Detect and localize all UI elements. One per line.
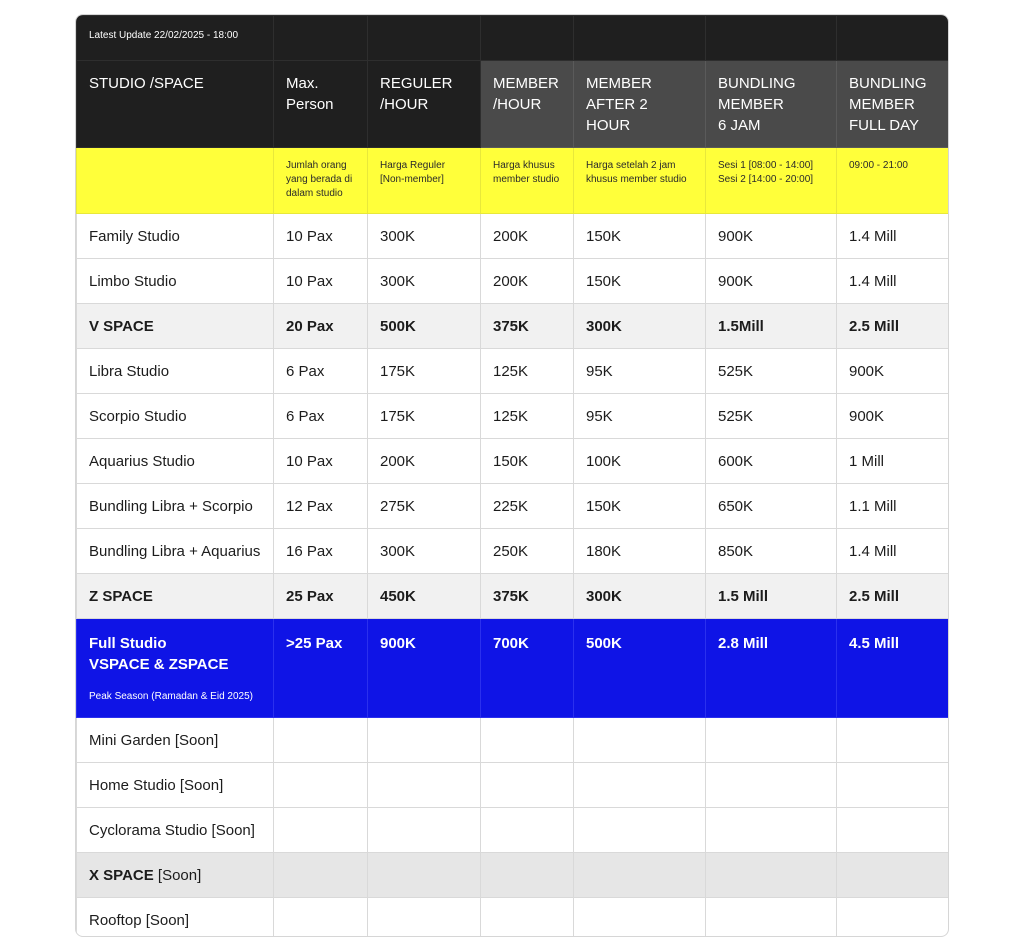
cell-member-after-2-hour: 180K <box>574 529 706 574</box>
header-member-after-2-hour: MEMBER AFTER 2 HOUR <box>574 61 706 148</box>
cell-member-after-2-hour: 300K <box>574 304 706 349</box>
table-row <box>77 259 950 304</box>
header-bundling-6-jam: BUNDLING MEMBER 6 JAM <box>706 61 837 148</box>
cell-studio-name: Limbo Studio <box>77 259 274 304</box>
soon-row-cyclorama-studio <box>77 808 950 853</box>
cell-bundling-full-day: 900K <box>837 349 950 394</box>
cell-reguler-hour: 200K <box>368 439 481 484</box>
table-row <box>77 304 950 349</box>
cell-bundling-6-jam: 900K <box>706 259 837 304</box>
table-row <box>77 484 950 529</box>
cell-bundling-full-day: 2.5 Mill <box>837 304 950 349</box>
cell-reguler-hour: 175K <box>368 349 481 394</box>
cell-studio-name: Aquarius Studio <box>77 439 274 484</box>
cell-max-person: 25 Pax <box>274 574 368 619</box>
cell-member-after-2-hour: 100K <box>574 439 706 484</box>
pricing-table <box>76 15 949 937</box>
cell-max-person: 20 Pax <box>274 304 368 349</box>
table-row <box>77 349 950 394</box>
cell-bundling-6-jam: 900K <box>706 214 837 259</box>
cell-max-person: 10 Pax <box>274 259 368 304</box>
cell-studio-name: Bundling Libra + Scorpio <box>77 484 274 529</box>
header-member-hour: MEMBER /HOUR <box>481 61 574 148</box>
desc-studio <box>77 148 274 214</box>
table-row <box>77 574 950 619</box>
cell-bundling-full-day: 2.5 Mill <box>837 574 950 619</box>
soon-row-mini-garden <box>77 718 950 763</box>
cell-bundling-full-day: 1.4 Mill <box>837 529 950 574</box>
cell-studio-name: Libra Studio <box>77 349 274 394</box>
cell-member-after-2-hour: 150K <box>574 259 706 304</box>
cell-member-hour: 125K <box>481 349 574 394</box>
cell-member-hour: 150K <box>481 439 574 484</box>
last-update-row <box>77 16 950 61</box>
full-studio-bundling-6-jam: 2.8 Mill <box>706 619 837 718</box>
soon-row-home-studio <box>77 763 950 808</box>
soon-name: Rooftop [Soon] <box>77 898 274 938</box>
desc-member: Harga khusus member studio <box>481 148 574 214</box>
cell-bundling-full-day: 1.4 Mill <box>837 214 950 259</box>
cell-bundling-6-jam: 525K <box>706 349 837 394</box>
cell-bundling-6-jam: 650K <box>706 484 837 529</box>
full-studio-member: 700K <box>481 619 574 718</box>
cell-max-person: 10 Pax <box>274 439 368 484</box>
cell-reguler-hour: 300K <box>368 529 481 574</box>
full-studio-bundling-full-day: 4.5 Mill <box>837 619 950 718</box>
cell-studio-name: Bundling Libra + Aquarius <box>77 529 274 574</box>
header-studio: STUDIO /SPACE <box>77 61 274 148</box>
cell-studio-name: Family Studio <box>77 214 274 259</box>
cell-reguler-hour: 450K <box>368 574 481 619</box>
cell-member-hour: 375K <box>481 304 574 349</box>
table-row <box>77 529 950 574</box>
cell-reguler-hour: 300K <box>368 259 481 304</box>
header-row <box>77 61 950 148</box>
cell-bundling-6-jam: 525K <box>706 394 837 439</box>
cell-bundling-full-day: 900K <box>837 394 950 439</box>
cell-bundling-full-day: 1.4 Mill <box>837 259 950 304</box>
cell-member-hour: 250K <box>481 529 574 574</box>
cell-reguler-hour: 300K <box>368 214 481 259</box>
cell-member-hour: 125K <box>481 394 574 439</box>
full-studio-member-after: 500K <box>574 619 706 718</box>
full-studio-reguler: 900K <box>368 619 481 718</box>
header-max-person: Max. Person <box>274 61 368 148</box>
cell-max-person: 12 Pax <box>274 484 368 529</box>
soon-name <box>77 853 274 898</box>
cell-member-hour: 200K <box>481 214 574 259</box>
cell-member-hour: 200K <box>481 259 574 304</box>
soon-name-rest: [Soon] <box>153 866 202 884</box>
cell-reguler-hour: 275K <box>368 484 481 529</box>
cell-bundling-full-day: 1.1 Mill <box>837 484 950 529</box>
cell-member-hour: 375K <box>481 574 574 619</box>
full-studio-max-person: >25 Pax <box>274 619 368 718</box>
cell-max-person: 6 Pax <box>274 349 368 394</box>
soon-name-bold: X SPACE <box>89 866 154 884</box>
soon-name: Cyclorama Studio [Soon] <box>77 808 274 853</box>
description-row <box>77 148 950 214</box>
cell-max-person: 10 Pax <box>274 214 368 259</box>
table-row <box>77 439 950 484</box>
pricing-table-container <box>75 14 949 937</box>
soon-name: Home Studio [Soon] <box>77 763 274 808</box>
cell-member-after-2-hour: 95K <box>574 394 706 439</box>
cell-bundling-6-jam: 600K <box>706 439 837 484</box>
full-studio-row <box>77 619 950 718</box>
desc-max-person: Jumlah orang yang berada di dalam studio <box>274 148 368 214</box>
cell-member-after-2-hour: 150K <box>574 214 706 259</box>
table-row <box>77 394 950 439</box>
cell-studio-name: V SPACE <box>77 304 274 349</box>
cell-max-person: 16 Pax <box>274 529 368 574</box>
cell-bundling-full-day: 1 Mill <box>837 439 950 484</box>
soon-row-x-space <box>77 853 950 898</box>
cell-member-after-2-hour: 300K <box>574 574 706 619</box>
cell-studio-name: Z SPACE <box>77 574 274 619</box>
table-row <box>77 214 950 259</box>
header-reguler-hour: REGULER /HOUR <box>368 61 481 148</box>
cell-bundling-6-jam: 1.5Mill <box>706 304 837 349</box>
price-rows <box>77 214 950 619</box>
peak-season-note: Peak Season (Ramadan & Eid 2025) <box>89 691 253 702</box>
cell-bundling-6-jam: 1.5 Mill <box>706 574 837 619</box>
cell-reguler-hour: 175K <box>368 394 481 439</box>
desc-bundling-6-jam: Sesi 1 [08:00 - 14:00] Sesi 2 [14:00 - 20:00] <box>706 148 837 214</box>
cell-bundling-6-jam: 850K <box>706 529 837 574</box>
desc-bundling-full-day: 09:00 - 21:00 <box>837 148 950 214</box>
soon-name: Mini Garden [Soon] <box>77 718 274 763</box>
full-studio-name: Full Studio VSPACE & ZSPACE <box>89 635 229 673</box>
header-bundling-full-day: BUNDLING MEMBER FULL DAY <box>837 61 950 148</box>
cell-member-hour: 225K <box>481 484 574 529</box>
cell-studio-name: Scorpio Studio <box>77 394 274 439</box>
cell-member-after-2-hour: 95K <box>574 349 706 394</box>
desc-member-after: Harga setelah 2 jam khusus member studio <box>574 148 706 214</box>
last-update-text: Latest Update 22/02/2025 - 18:00 <box>77 16 274 61</box>
cell-member-after-2-hour: 150K <box>574 484 706 529</box>
full-studio-name-cell <box>77 619 274 718</box>
desc-reguler: Harga Reguler [Non-member] <box>368 148 481 214</box>
soon-row-rooftop <box>77 898 950 938</box>
cell-max-person: 6 Pax <box>274 394 368 439</box>
cell-reguler-hour: 500K <box>368 304 481 349</box>
